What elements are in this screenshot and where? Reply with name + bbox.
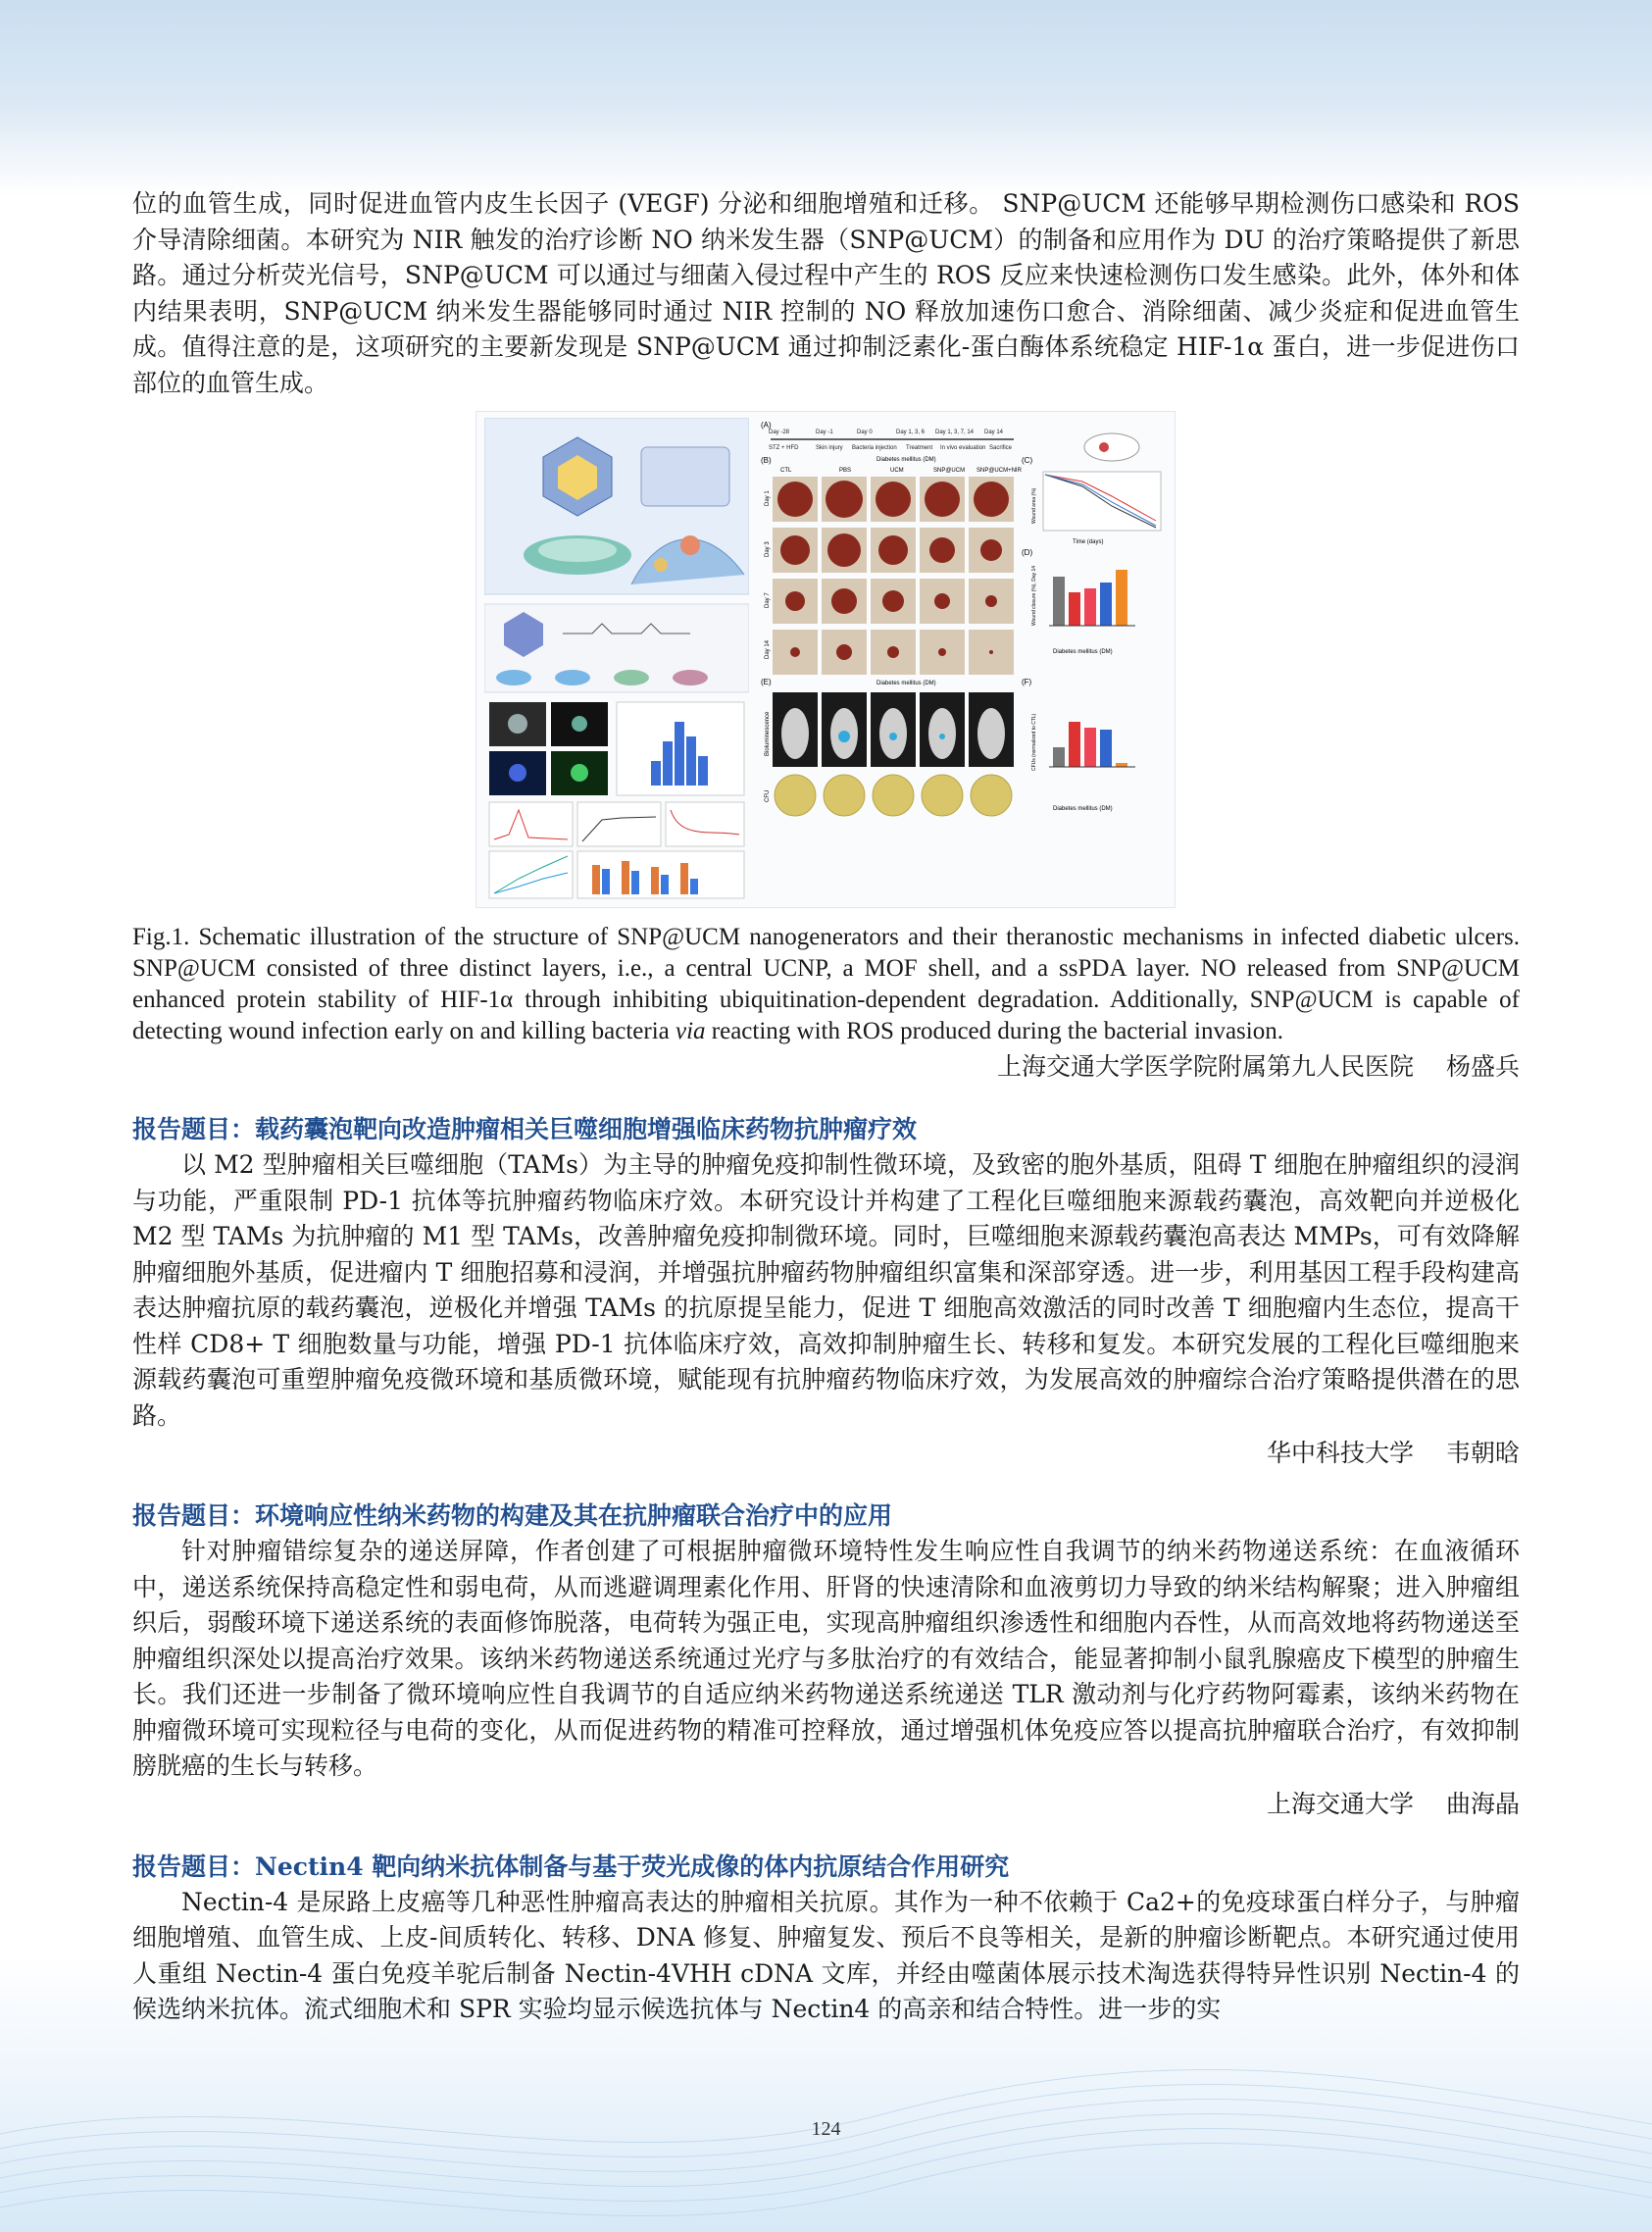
report-2-body: 以 M2 型肿瘤相关巨噬细胞（TAMs）为主导的肿瘤免疫抑制性微环境，及致密的胞外基质，阻碍 T 细胞在肿瘤组织的浸润与功能，严重限制 PD-1 抗体等抗肿瘤药物临床疗效。本研究设计并构建了工程化巨噬细胞来源载药囊泡，高效靶向并逆极化 M2 型 TAMs 为抗肿瘤的 M1 型 TAMs，改善肿瘤免疫抑制微环境。同时，巨噬细胞来源载药囊泡高表达 MMPs，可有效降解肿瘤细胞外基质，促进瘤内 T 细胞招募和浸润，并增强抗肿瘤药物肿瘤组织富集和深部穿透。进一步，利用基因工程手段构建高表达肿瘤抗原的载药囊泡，逆极化并增强 TAMs 的抗原提呈能力，促进 T 细胞高效激活的同时改善 T 细胞瘤内生态位，提高干性样 CD8+ T 细胞数量与功能，增强 PD-1 抗体临床疗效，高效抑制肿瘤生长、转移和复发。本研究发展的工程化巨噬细胞来源载药囊泡可重塑肿瘤免疫微环境和基质微环境，赋能现有抗肿瘤药物临床疗效，为发展高效的肿瘤综合治疗策略提供潜在的思路。	[132, 1150, 1520, 1430]
group-title-b: Diabetes mellitus (DM)	[876, 457, 936, 463]
report-2-affiliation: 华中科技大学 韦朝晗	[1267, 1439, 1520, 1467]
day-label-3: Day 3	[765, 541, 771, 557]
timeline-event-1: Skin injury	[816, 445, 843, 451]
timeline-event-0: STZ + HFD	[769, 445, 799, 451]
page-content	[132, 186, 1520, 2028]
group-label-ucm: UCM	[890, 468, 904, 474]
panel-label-b: (B)	[761, 456, 772, 465]
timeline-label-3: Day 1, 3, 6	[896, 430, 926, 435]
axis-wound-area: Wound area (%)	[1031, 487, 1037, 524]
header-background	[0, 0, 1652, 196]
in-vivo-panel	[759, 418, 1169, 900]
axis-wound-closure: Wound closure (%), Day 14	[1031, 565, 1037, 626]
group-title-e: Diabetes mellitus (DM)	[876, 681, 936, 686]
group-title-f: Diabetes mellitus (DM)	[1053, 806, 1113, 812]
day-label-1: Day 1	[765, 490, 771, 506]
timeline-event-5: Sacrifice	[989, 445, 1013, 451]
panel-label-a: (A)	[761, 421, 772, 430]
report-2-title: 报告题目：载药囊泡靶向改造肿瘤相关巨噬细胞增强临床药物抗肿瘤疗效	[132, 1115, 918, 1143]
timeline-event-4: In vivo evaluation	[940, 445, 986, 451]
timeline-label-4: Day 1, 3, 7, 14	[935, 430, 975, 435]
timeline-label-2: Day 0	[857, 430, 873, 435]
timeline-label-1: Day -1	[816, 430, 833, 435]
row-label-cfu: CFU	[765, 789, 771, 802]
panel-label-c: (C)	[1022, 456, 1033, 465]
caption-italic-via: via	[675, 1018, 706, 1044]
schematic-panel	[484, 418, 749, 900]
panel-label-e: (E)	[761, 678, 772, 686]
report-3-body: 针对肿瘤错综复杂的递送屏障，作者创建了可根据肿瘤微环境特性发生响应性自我调节的纳米药物递送系统：在血液循环中，递送系统保持高稳定性和弱电荷，从而逃避调理素化作用、肝肾的快速清除和血液剪切力导致的纳米结构解聚；进入肿瘤组织后，弱酸环境下递送系统的表面修饰脱落，电荷转为强正电，实现高肿瘤组织渗透性和细胞内吞性，从而高效地将药物递送至肿瘤组织深处以提高治疗效果。该纳米药物递送系统通过光疗与多肽治疗的有效结合，能显著抑制小鼠乳腺癌皮下模型的肿瘤生长。我们还进一步制备了微环境响应性自我调节的自适应纳米药物递送系统递送 TLR 激动剂与化疗药物阿霉素，该纳米药物在肿瘤微环境可实现粒径与电荷的变化，从而促进药物的精准可控释放，通过增强机体免疫应答以提高抗肿瘤联合治疗，有效抑制膀胱癌的生长与转移。	[132, 1537, 1520, 1780]
row-label-bioluminescence: Bioluminescence	[765, 711, 771, 756]
axis-cfu: CFUs (normalized to CTL)	[1031, 713, 1037, 771]
axis-time: Time (days)	[1073, 539, 1104, 545]
panel-label-d: (D)	[1022, 548, 1033, 557]
wound-photo-grid	[773, 477, 1014, 675]
group-label-pbs: PBS	[839, 468, 852, 474]
day-label-7: Day 7	[765, 592, 771, 608]
report-3-affiliation: 上海交通大学 曲海晶	[1267, 1789, 1520, 1818]
timeline-label-0: Day -28	[769, 430, 790, 435]
caption-part-1: Fig.1. Schematic illustration of the structure of SNP@UCM nanogenerators and their theranostic mechanisms in infected diabetic ulcers. SNP@UCM consisted of three distinct layers, i.e., a central UCNP, a MOF shell, and a ssPDA layer. NO released from SNP@UCM enhanced protein stability of HIF-1α through inhibiting ubiquitination-dependent degradation. Additionally, SNP@UCM is capable of detecting wound infection early on and killing bacteria	[132, 924, 1520, 1044]
affiliation-1: 上海交通大学医学院附属第九人民医院 杨盛兵	[997, 1052, 1520, 1081]
timeline-event-2: Bacteria injection	[852, 445, 897, 451]
group-title-d: Diabetes mellitus (DM)	[1053, 649, 1113, 655]
figure-1	[476, 411, 1176, 908]
report-4-body: Nectin-4 是尿路上皮癌等几种恶性肿瘤高表达的肿瘤相关抗原。其作为一种不依赖于 Ca2+的免疫球蛋白样分子，与肿瘤细胞增殖、血管生成、上皮-间质转化、转移、DNA 修复、肿瘤复发、预后不良等相关，是新的肿瘤诊断靶点。本研究通过使用人重组 Nectin-4 蛋白免疫羊驼后制备 Nectin-4VHH cDNA 文库，并经由噬菌体展示技术淘选获得特异性识别 Nectin-4 的候选纳米抗体。流式细胞术和 SPR 实验均显示候选抗体与 Nectin4 的高亲和结合特性。进一步的实	[132, 1887, 1520, 2023]
caption-part-2: reacting with ROS produced during the bacterial invasion.	[705, 1018, 1283, 1044]
panel-label-f: (F)	[1022, 678, 1032, 686]
group-label-snp: SNP@UCM	[933, 468, 966, 474]
page-number: 124	[811, 2118, 841, 2140]
intro-paragraph: 位的血管生成，同时促进血管内皮生长因子 (VEGF) 分泌和细胞增殖和迁移。 SNP@UCM 还能够早期检测伤口感染和 ROS 介导清除细菌。本研究为 NIR 触发的治疗诊断 NO 纳米发生器（SNP@UCM）的制备和应用作为 DU 的治疗策略提供了新思路。通过分析荧光信号，SNP@UCM 可以通过与细菌入侵过程中产生的 ROS 反应来快速检测伤口发生感染。此外，体外和体内结果表明，SNP@UCM 纳米发生器能够同时通过 NIR 控制的 NO 释放加速伤口愈合、消除细菌、减少炎症和促进血管生成。值得注意的是，这项研究的主要新发现是 SNP@UCM 通过抑制泛素化-蛋白酶体系统稳定 HIF-1α 蛋白，进一步促进伤口部位的血管生成。	[132, 189, 1520, 397]
timeline-label-5: Day 14	[984, 430, 1004, 435]
group-label-ctl: CTL	[780, 468, 792, 474]
figure-caption	[132, 922, 1520, 1047]
group-label-snp-nir: SNP@UCM+NIR	[976, 468, 1022, 474]
timeline-event-3: Treatment	[906, 445, 933, 451]
day-label-14: Day 14	[765, 639, 771, 659]
report-4-title: 报告题目：Nectin4 靶向纳米抗体制备与基于荧光成像的体内抗原结合作用研究	[132, 1852, 1010, 1881]
report-3-title: 报告题目：环境响应性纳米药物的构建及其在抗肿瘤联合治疗中的应用	[132, 1501, 893, 1530]
